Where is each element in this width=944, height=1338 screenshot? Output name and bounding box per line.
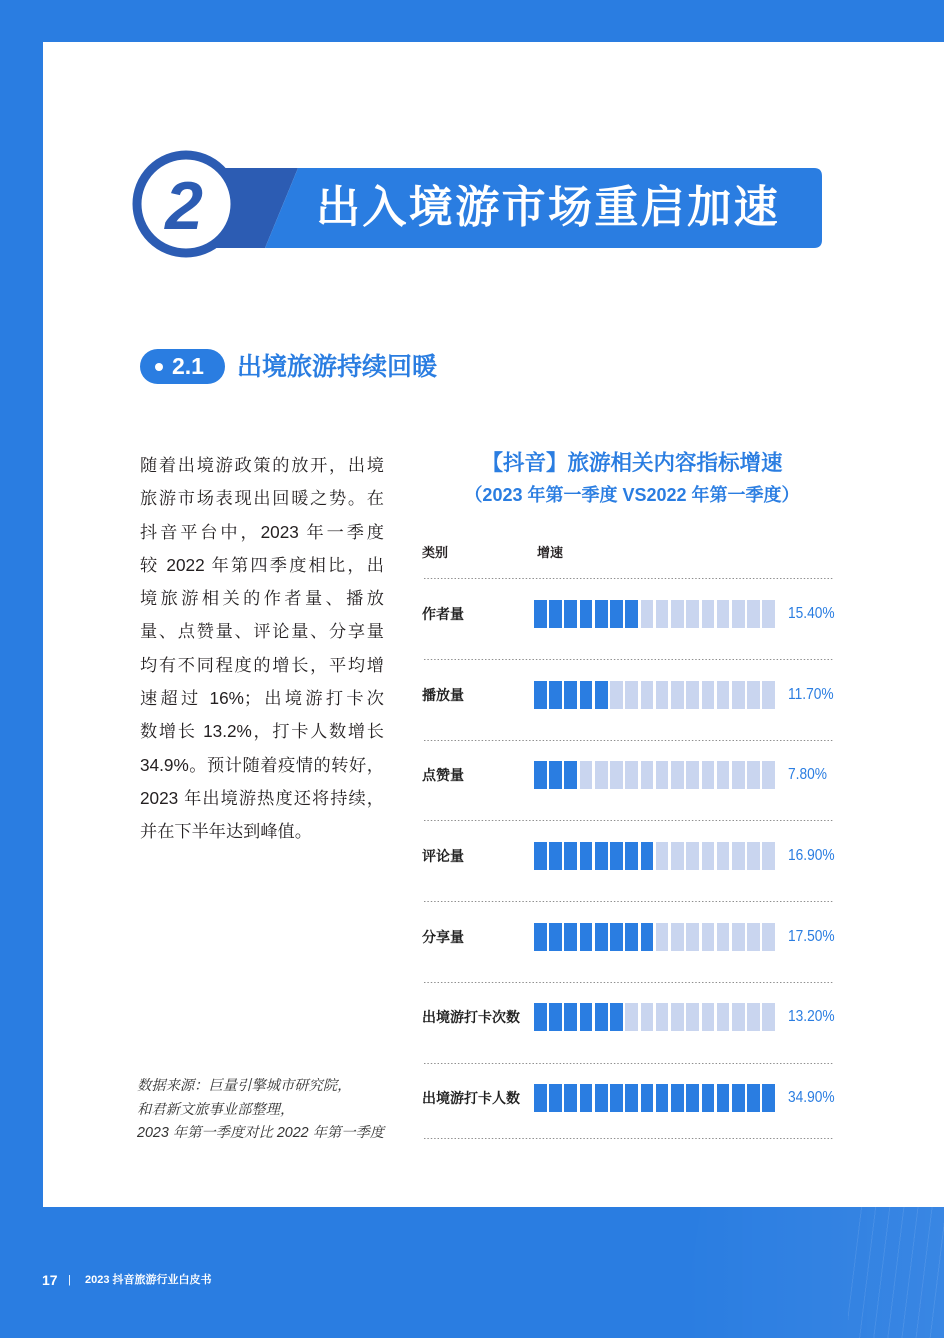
value-label: 15.40% [788,605,835,622]
chart-title: 【抖音】旅游相关内容指标增速 [481,451,783,475]
bar-segment-empty [717,842,730,870]
body-line: 较 2022 年第四季度相比，出 [140,554,384,575]
row-divider [424,1063,834,1064]
bar-segment-filled [549,923,562,951]
bar-segment-filled [595,1084,608,1112]
bar-segment-empty [595,761,608,789]
row-label: 出境游打卡人数 [422,1090,520,1106]
bar-segment-empty [732,681,745,709]
row-divider [424,578,834,579]
bar-segment-empty [732,1003,745,1031]
bar-segment-filled [671,1084,684,1112]
bar-segment-filled [762,1084,775,1112]
bar-segment-filled [641,842,654,870]
body-line: 随着出境游政策的放开，出境 [140,455,384,475]
bar-segment-filled [610,1003,623,1031]
bar-segment-empty [625,761,638,789]
bar-segment-empty [747,923,760,951]
bar-segment-filled [610,842,623,870]
source-note-line: 和君新文旅事业部整理， [137,1101,295,1118]
chart-row [422,600,836,628]
bar-segment-empty [671,600,684,628]
bar-segment-filled [702,1084,715,1112]
chapter-header-graphic [0,0,944,300]
chapter-title: 出入境游市场重启加速 [316,183,780,232]
bar-segment-empty [686,1003,699,1031]
bar-segment-filled [641,923,654,951]
bar-segment-filled [564,681,577,709]
row-label: 出境游打卡次数 [422,1009,520,1025]
page-number: 17 [42,1272,58,1288]
bar-segment-empty [656,923,669,951]
bar-segment-empty [762,600,775,628]
bar-segment-filled [534,842,547,870]
bar-segment-empty [702,681,715,709]
bar-segment-empty [702,1003,715,1031]
footer-decor-stripes [848,1207,944,1338]
bar-track [534,923,776,951]
bar-segment-empty [702,923,715,951]
bar-segment-filled [580,842,593,870]
bar-segment-empty [717,600,730,628]
bar-segment-filled [641,1084,654,1112]
bar-segment-empty [580,761,593,789]
bar-segment-filled [595,1003,608,1031]
bar-segment-filled [610,600,623,628]
bar-segment-empty [671,842,684,870]
row-label: 播放量 [422,687,464,703]
bar-segment-empty [747,681,760,709]
bar-segment-empty [747,600,760,628]
value-label: 7.80% [788,766,828,783]
body-line: 均有不同程度的增长，平均增 [140,654,384,675]
bar-segment-empty [717,1003,730,1031]
chapter-number: 2 [165,168,203,244]
row-label: 点赞量 [422,767,464,783]
bar-segment-empty [686,842,699,870]
bar-segment-filled [625,1084,638,1112]
chart-subtitle: （2023 年第一季度 VS2022 年第一季度） [464,485,800,505]
bar-segment-empty [625,1003,638,1031]
chart-row [422,842,836,870]
bar-segment-filled [580,923,593,951]
body-line: 量、点赞量、评论量、分享量 [140,621,384,642]
bar-segment-empty [686,600,699,628]
bar-segment-empty [671,1003,684,1031]
row-label: 分享量 [422,929,464,945]
bar-segment-filled [625,842,638,870]
bar-segment-filled [580,681,593,709]
bar-segment-empty [671,761,684,789]
bar-segment-empty [656,1003,669,1031]
source-note-line: 数据来源：巨量引擎城市研究院， [137,1078,352,1094]
value-column-header: 增速 [537,545,564,560]
value-label: 13.20% [788,1008,835,1025]
bar-segment-filled [534,600,547,628]
body-line: 34.9%。预计随着疫情的转好， [140,754,384,775]
bar-segment-filled [595,681,608,709]
section-number: 2.1 [172,353,204,379]
bar-segment-empty [732,923,745,951]
bar-segment-filled [610,923,623,951]
bar-segment-empty [732,600,745,628]
bar-segment-filled [595,923,608,951]
bar-segment-empty [762,761,775,789]
chart-row [422,681,836,709]
bar-segment-empty [702,761,715,789]
bar-segment-filled [595,600,608,628]
bar-segment-empty [717,761,730,789]
bar-segment-filled [549,600,562,628]
bar-segment-filled [580,600,593,628]
source-note [137,1075,384,1146]
footer-separator: | [68,1274,71,1286]
value-label: 16.90% [788,847,835,864]
chart-row [422,761,836,789]
bar-segment-filled [580,1084,593,1112]
bar-segment-filled [625,600,638,628]
section-title: 出境旅游持续回暖 [237,353,438,381]
bar-segment-empty [717,681,730,709]
bar-segment-empty [762,923,775,951]
bar-segment-filled [564,842,577,870]
body-paragraph [140,449,384,849]
bar-segment-empty [610,681,623,709]
bar-segment-empty [656,842,669,870]
bar-segment-filled [549,842,562,870]
bar-segment-filled [534,923,547,951]
bar-segment-filled [534,761,547,789]
body-line: 境旅游相关的作者量、播放 [140,588,384,609]
bar-segment-empty [762,681,775,709]
bar-segment-filled [534,1003,547,1031]
bar-segment-empty [732,761,745,789]
bar-segment-empty [656,600,669,628]
bar-track [534,600,776,628]
row-divider [424,1138,834,1139]
category-column-header: 类别 [422,545,449,560]
section-number-pill [140,349,225,384]
row-label: 评论量 [422,848,464,864]
body-line: 抖音平台中，2023 年一季度 [140,521,384,542]
bar-track [534,1084,776,1112]
body-line: 数增长 13.2%，打卡人数增长 [140,721,384,742]
bar-segment-empty [686,681,699,709]
bar-segment-empty [625,681,638,709]
bar-segment-empty [610,761,623,789]
body-line: 速超过 16%；出境游打卡次 [140,688,384,709]
row-divider [424,659,834,660]
bar-segment-empty [641,761,654,789]
bar-segment-filled [549,681,562,709]
body-line: 2023 年出境游热度还将持续， [140,787,384,808]
bullet-dot-icon [155,363,163,371]
bar-segment-filled [534,681,547,709]
chart-row [422,923,836,951]
body-line: 旅游市场表现出回暖之势。在 [140,488,384,509]
bar-segment-filled [564,1003,577,1031]
bar-track [534,761,776,789]
bar-segment-filled [549,1003,562,1031]
bar-segment-empty [656,681,669,709]
value-label: 34.90% [788,1089,835,1106]
bar-segment-filled [747,1084,760,1112]
bar-segment-empty [717,923,730,951]
bar-segment-filled [564,600,577,628]
bar-segment-filled [534,1084,547,1112]
row-divider [424,901,834,902]
footer-document-title: 2023 抖音旅游行业白皮书 [85,1274,212,1286]
body-line: 并在下半年达到峰值。 [140,821,312,842]
bar-segment-filled [610,1084,623,1112]
bar-segment-empty [641,681,654,709]
bar-segment-filled [595,842,608,870]
bar-segment-filled [549,1084,562,1112]
bar-track [534,681,776,709]
bar-segment-filled [717,1084,730,1112]
bar-segment-empty [656,761,669,789]
bar-segment-filled [686,1084,699,1112]
bar-segment-filled [656,1084,669,1112]
bar-segment-filled [625,923,638,951]
bar-segment-empty [671,681,684,709]
bar-segment-empty [702,842,715,870]
bar-segment-empty [641,600,654,628]
row-label: 作者量 [422,606,464,622]
bar-segment-filled [564,923,577,951]
source-note-line: 2023 年第一季度对比 2022 年第一季度 [137,1125,385,1141]
bar-segment-empty [686,761,699,789]
value-label: 17.50% [788,928,835,945]
bar-segment-empty [747,1003,760,1031]
bar-segment-filled [549,761,562,789]
bar-segment-empty [762,842,775,870]
bar-track [534,842,776,870]
bar-segment-filled [564,761,577,789]
row-divider [424,740,834,741]
bar-segment-filled [732,1084,745,1112]
bar-segment-empty [641,1003,654,1031]
bar-segment-empty [702,600,715,628]
bar-segment-empty [671,923,684,951]
row-divider [424,820,834,821]
value-label: 11.70% [788,686,834,703]
bar-segment-empty [762,1003,775,1031]
bar-segment-empty [686,923,699,951]
chart-row [422,1084,836,1112]
bar-segment-empty [747,761,760,789]
bar-segment-empty [732,842,745,870]
chart-row [422,1003,836,1031]
bar-segment-filled [580,1003,593,1031]
row-divider [424,982,834,983]
bar-track [534,1003,776,1031]
bar-segment-empty [747,842,760,870]
bar-segment-filled [564,1084,577,1112]
